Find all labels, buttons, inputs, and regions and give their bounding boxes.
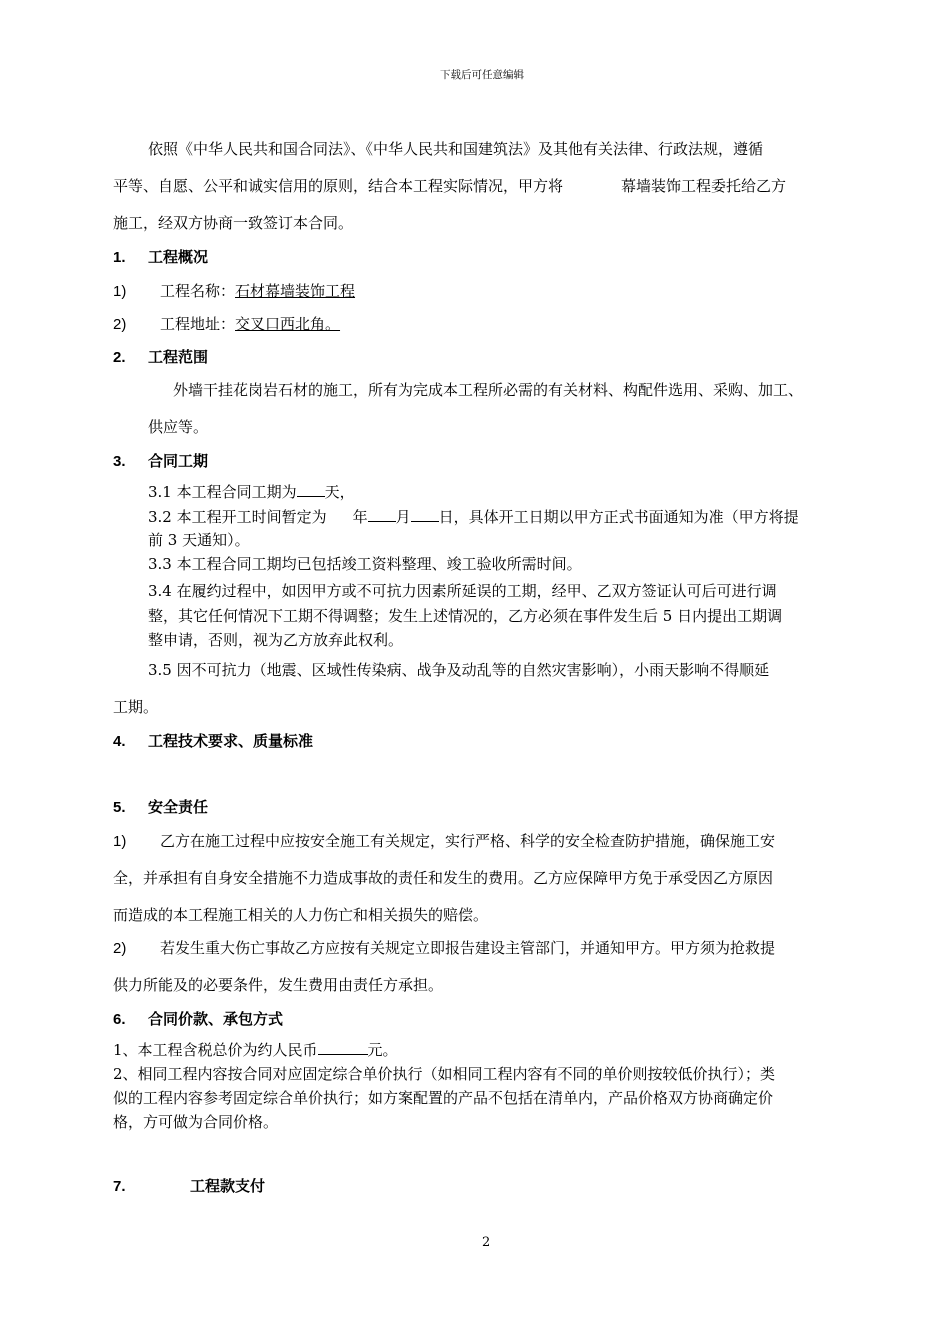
- safety-item-2-line-1: [113, 938, 775, 959]
- page-number: 2: [482, 1235, 491, 1250]
- term-3-2-cont: 前 3 天通知）。: [148, 531, 250, 549]
- project-address-number: 2): [113, 316, 127, 333]
- price-line-4: 格，方可做为合同价格。: [113, 1113, 279, 1131]
- section-1-heading: [113, 247, 208, 268]
- term-days-blank: [297, 481, 325, 497]
- section-4-title: 工程技术要求、质量标准: [148, 732, 314, 750]
- section-6-title: 合同价款、承包方式: [148, 1010, 284, 1028]
- term-3-1-text: 3.1 本工程合同工期为: [148, 483, 297, 501]
- term-3-2-month: 月: [395, 508, 411, 526]
- section-6-heading: [113, 1009, 283, 1030]
- section-7-title: 工程款支付: [190, 1177, 266, 1195]
- section-4-heading: [113, 731, 313, 752]
- safety-item-1-line-2: 全，并承担有自身安全措施不力造成事故的责任和发生的费用。乙方应保障甲方免于承受因乙方原因: [113, 869, 774, 887]
- term-3-1-suffix: 天，: [324, 483, 355, 501]
- safety-item-1-number: 1): [113, 833, 127, 850]
- intro-line-1: 依照《中华人民共和国合同法》、《中华人民共和国建筑法》及其他有关法律、行政法规，遵循: [148, 140, 764, 158]
- section-5-title: 安全责任: [148, 798, 209, 816]
- intro-line-3: 施工，经双方协商一致签订本合同。: [113, 214, 354, 232]
- price-line-1: [113, 1039, 398, 1060]
- intro-line-2a: 平等、自愿、公平和诚实信用的原则，结合本工程实际情况，甲方将: [113, 177, 564, 195]
- price-suffix: 元。: [367, 1041, 398, 1059]
- price-text: 1、本工程含税总价为约人民币: [113, 1041, 318, 1059]
- section-5-heading: [113, 797, 208, 818]
- day-blank: [411, 506, 439, 522]
- price-line-3: 似的工程内容参考固定综合单价执行；如方案配置的产品不包括在清单内，产品价格双方协商确定价: [113, 1089, 774, 1107]
- term-3-4-line-2: 整，其它任何情况下工期不得调整；发生上述情况的，乙方必须在事件发生后 5 日内提出工期调: [148, 607, 783, 625]
- page-header-note: 下载后可任意编辑: [440, 69, 524, 81]
- month-blank: [368, 506, 396, 522]
- section-6-number: 6.: [113, 1011, 126, 1028]
- project-address-row: [113, 314, 340, 335]
- section-2-number: 2.: [113, 349, 126, 366]
- price-blank: [318, 1039, 368, 1055]
- term-3-2-text: 3.2 本工程开工时间暂定为: [148, 508, 327, 526]
- price-line-2: 2、相同工程内容按合同对应固定综合单价执行（如相同工程内容有不同的单价则按较低价执行）；类: [113, 1065, 776, 1083]
- section-7-number: 7.: [113, 1178, 126, 1195]
- term-3-2-year: 年: [352, 508, 368, 526]
- safety-item-2-line-2: 供力所能及的必要条件，发生费用由责任方承担。: [113, 976, 444, 994]
- section-2-heading: [113, 347, 208, 368]
- project-name-number: 1): [113, 283, 127, 300]
- term-3-3: 3.3 本工程合同工期均已包括竣工资料整理、竣工验收所需时间。: [148, 555, 582, 573]
- project-name-label: 工程名称：: [160, 282, 236, 300]
- section-1-number: 1.: [113, 249, 126, 266]
- section-2-title: 工程范围: [148, 348, 209, 366]
- section-3-title: 合同工期: [148, 452, 209, 470]
- section-3-number: 3.: [113, 453, 126, 470]
- scope-line-1: 外墙干挂花岗岩石材的施工，所有为完成本工程所必需的有关材料、构配件选用、采购、加工、: [173, 381, 804, 399]
- safety-item-2-number: 2): [113, 940, 127, 957]
- project-address-label: 工程地址：: [160, 315, 236, 333]
- safety-item-1-line-3: 而造成的本工程施工相关的人力伤亡和相关损失的赔偿。: [113, 906, 489, 924]
- section-7-heading: [113, 1176, 265, 1197]
- safety-item-2-text: 若发生重大伤亡事故乙方应按有关规定立即报告建设主管部门，并通知甲方。甲方须为抢救提: [160, 939, 776, 957]
- section-5-number: 5.: [113, 799, 126, 816]
- term-3-4-line-1: 3.4 在履约过程中，如因甲方或不可抗力因素所延误的工期，经甲、乙双方签证认可后可进行调: [148, 582, 777, 600]
- term-3-1: [148, 481, 355, 502]
- project-address-value: 交叉口西北角。: [235, 315, 341, 333]
- project-name-value: 石材幕墙装饰工程: [235, 282, 356, 300]
- term-3-5-line-2: 工期。: [113, 698, 159, 716]
- safety-item-1-line-1: [113, 831, 775, 852]
- section-3-heading: [113, 451, 208, 472]
- term-3-5-line-1: 3.5 因不可抗力（地震、区域性传染病、战争及动乱等的自然灾害影响），小雨天影响不得顺延: [148, 661, 770, 679]
- intro-line-2: [113, 176, 786, 196]
- term-3-2-day: 日，具体开工日期以甲方正式书面通知为准（甲方将提: [438, 508, 799, 526]
- section-1-title: 工程概况: [148, 248, 209, 266]
- scope-line-2: 供应等。: [148, 418, 209, 436]
- term-3-4-line-3: 整申请，否则，视为乙方放弃此权利。: [148, 631, 404, 649]
- term-3-2: [148, 506, 799, 527]
- section-4-number: 4.: [113, 733, 126, 750]
- intro-line-2b: 幕墙装饰工程委托给乙方: [621, 177, 787, 195]
- project-name-row: [113, 281, 355, 302]
- safety-item-1-text: 乙方在施工过程中应按安全施工有关规定，实行严格、科学的安全检查防护措施，确保施工安: [160, 832, 776, 850]
